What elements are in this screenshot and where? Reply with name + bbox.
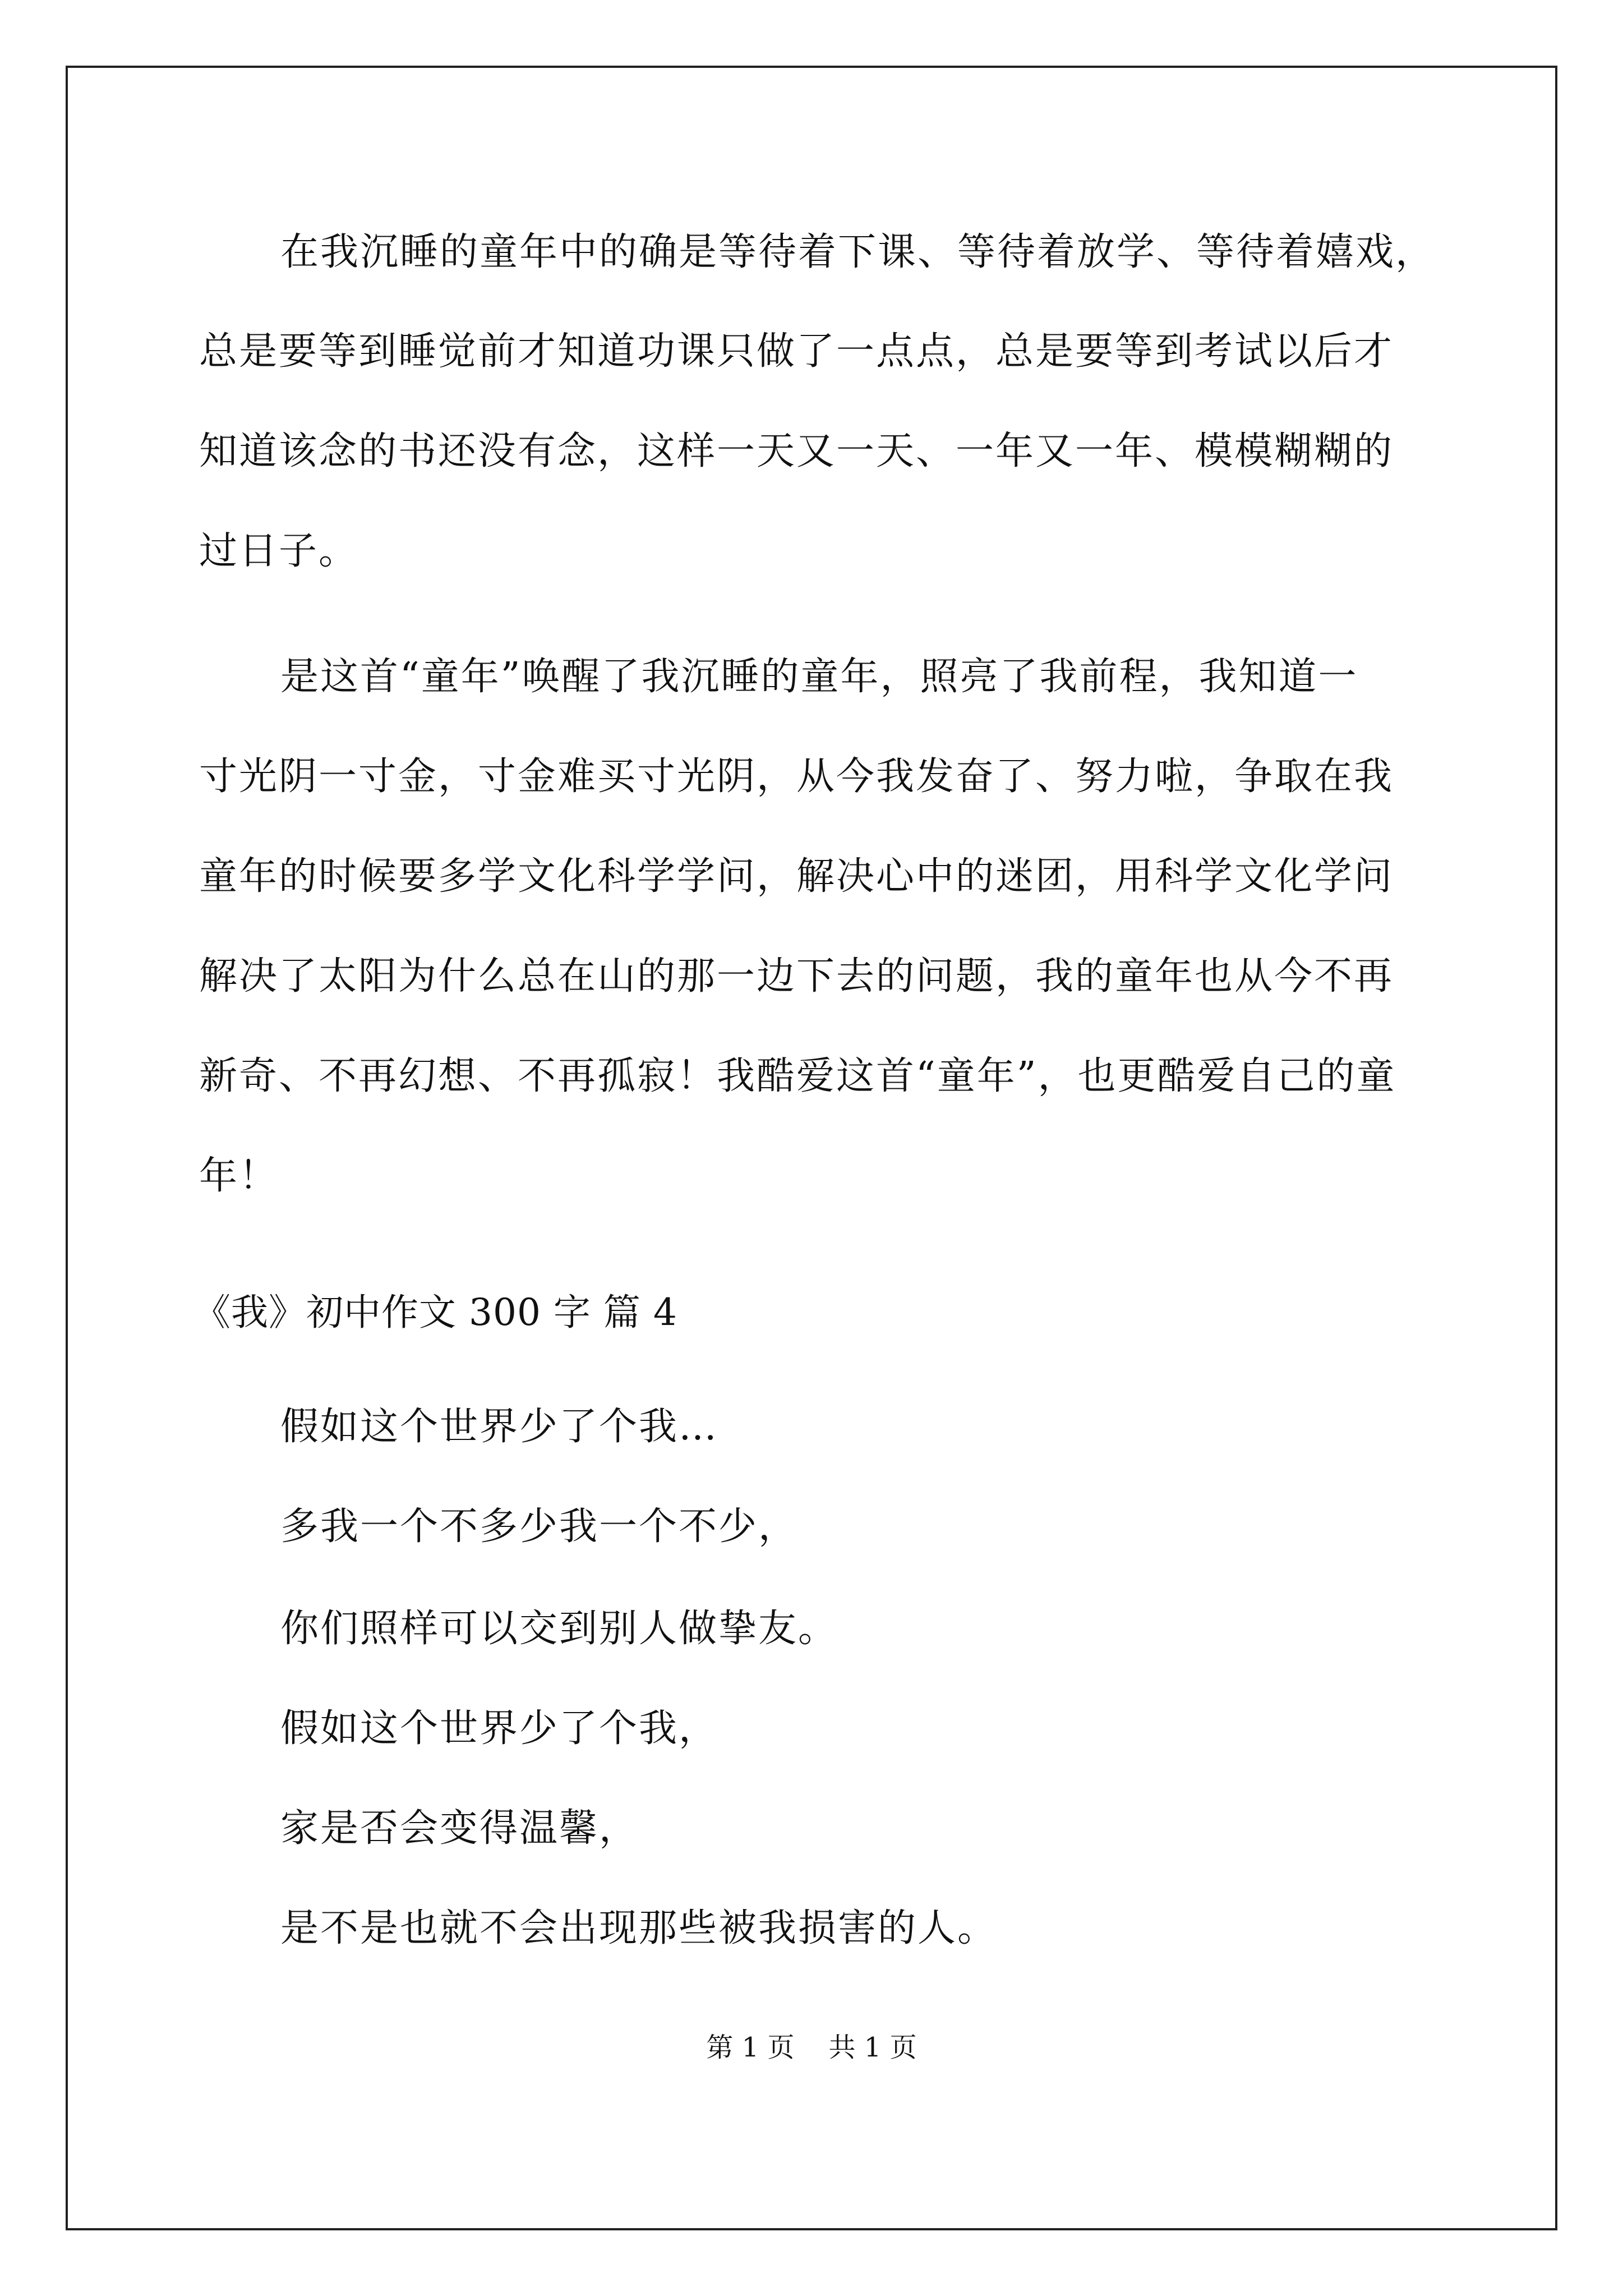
paragraph-line: 解决了太阳为什么总在山的那一边下去的问题，我的童年也从今不再 — [199, 954, 1394, 999]
paragraph-line: 总是要等到睡觉前才知道功课只做了一点点，总是要等到考试以后才 — [199, 329, 1394, 374]
page-footer: 第 1 页 共 1 页 — [706, 2032, 917, 2063]
paragraph-line: 年！ — [199, 1154, 279, 1198]
poem-line: 假如这个世界少了个我， — [280, 1706, 719, 1751]
paragraph-line: 是这首“童年”唤醒了我沉睡的童年，照亮了我前程，我知道一 — [280, 655, 1358, 699]
paragraph-line: 寸光阴一寸金，寸金难买寸光阴，从今我发奋了、努力啦，争取在我 — [199, 754, 1394, 799]
section-heading: 《我》初中作文 300 字 篇 4 — [193, 1291, 677, 1334]
poem-line: 你们照样可以交到别人做挚友。 — [280, 1607, 838, 1651]
paragraph-line: 过日子。 — [199, 529, 359, 573]
paragraph-line: 在我沉睡的童年中的确是等待着下课、等待着放学、等待着嬉戏， — [280, 230, 1436, 274]
paragraph-line: 童年的时候要多学文化科学学问，解决心中的迷团，用科学文化学问 — [199, 854, 1394, 899]
paragraph-line: 知道该念的书还没有念，这样一天又一天、一年又一年、模模糊糊的 — [199, 429, 1394, 473]
poem-line: 多我一个不多少我一个不少， — [280, 1504, 799, 1549]
poem-line: 假如这个世界少了个我… — [280, 1405, 719, 1449]
poem-line: 家是否会变得温馨， — [280, 1806, 639, 1851]
paragraph-line: 新奇、不再幻想、不再孤寂！我酷爱这首“童年”，也更酷爱自己的童 — [199, 1054, 1396, 1098]
poem-line: 是不是也就不会出现那些被我损害的人。 — [280, 1906, 998, 1950]
